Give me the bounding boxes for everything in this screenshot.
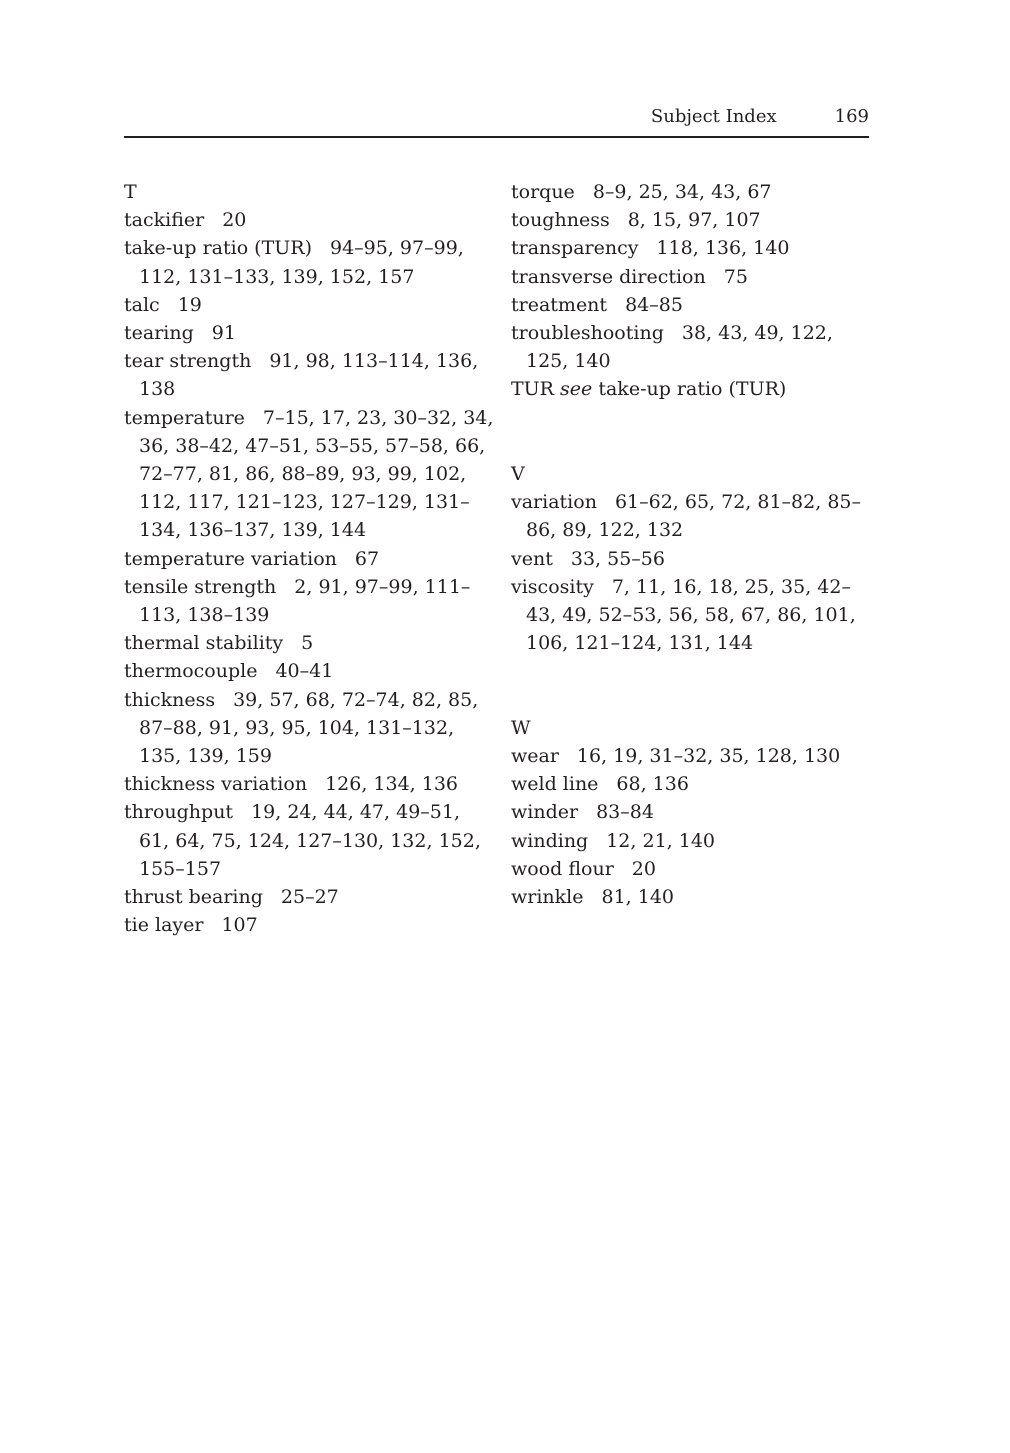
index-column-left (124, 178, 494, 939)
index-pages: 8, 15, 97, 107 (627, 209, 761, 232)
index-entry (511, 545, 881, 573)
index-term: tensile strength (124, 575, 277, 598)
index-term: thermal stability (124, 632, 284, 655)
index-entry (511, 178, 881, 206)
index-entry (124, 404, 494, 545)
index-term: winder (511, 801, 579, 824)
index-pages: 91 (211, 322, 236, 344)
index-term: weld line (511, 773, 599, 796)
index-term: temperature (124, 406, 245, 429)
index-term: throughput (124, 801, 234, 824)
index-entry (511, 206, 881, 234)
index-term: transverse direction (511, 265, 706, 288)
index-term: temperature variation (124, 547, 337, 570)
index-pages: 75 (723, 265, 748, 288)
index-term: wrinkle (511, 886, 584, 909)
index-term: tear strength (124, 350, 252, 373)
index-entry (511, 234, 881, 262)
index-term: thickness variation (124, 773, 308, 796)
index-entry (511, 291, 881, 319)
see-target: take-up ratio (TUR) (598, 378, 787, 401)
index-pages: 39, 57, 68, 72–74, 82, 85, 87–88, 91, 93, 95, 104, 131–132, 135, 139, 159 (139, 688, 479, 768)
index-pages: 7–15, 17, 23, 30–32, 34, 36, 38–42, 47–51, 53–55, 57–58, 66, 72–77, 81, 86, 88–89, 93, 99, 102, 112, 117, 121–123, 127–129, 131–134, 136–137, 139, 144 (139, 406, 494, 542)
index-term: vent (511, 547, 553, 570)
index-pages: 81, 140 (601, 886, 675, 909)
index-entry (511, 855, 881, 883)
index-pages: 20 (631, 857, 656, 880)
index-pages: 16, 19, 31–32, 35, 128, 130 (576, 745, 841, 767)
index-term: winding (511, 829, 589, 852)
index-term: tackifier (124, 209, 205, 232)
index-entry (511, 263, 881, 291)
index-term: tearing (124, 322, 194, 344)
index-pages: 118, 136, 140 (656, 237, 790, 260)
index-term: transparency (511, 237, 639, 260)
index-entry (124, 911, 494, 939)
index-entry (511, 488, 881, 544)
index-pages: 2, 91, 97–99, 111–113, 138–139 (139, 575, 471, 627)
index-pages: 7, 11, 16, 18, 25, 35, 42–43, 49, 52–53, 56, 58, 67, 86, 101, 106, 121–124, 131, 144 (526, 575, 856, 655)
index-letter-heading: T (124, 181, 137, 203)
index-term: tie layer (124, 914, 204, 937)
index-pages: 19 (177, 293, 202, 316)
index-term: TUR (511, 378, 554, 401)
index-term: wear (511, 745, 559, 767)
section-spacer (511, 404, 881, 460)
index-pages: 94–95, 97–99, 112, 131–133, 139, 152, 157 (139, 237, 464, 288)
index-pages: 83–84 (596, 801, 654, 824)
index-pages: 8–9, 25, 34, 43, 67 (592, 181, 772, 203)
index-entry (124, 798, 494, 883)
index-pages: 68, 136 (616, 773, 689, 796)
index-entry (124, 291, 494, 319)
index-term: thickness (124, 688, 216, 711)
index-term: viscosity (511, 575, 594, 598)
index-pages: 91, 98, 113–114, 136, 138 (139, 350, 479, 401)
index-term: take-up ratio (TUR) (124, 237, 312, 260)
index-entry (511, 770, 881, 798)
index-term: thermocouple (124, 660, 258, 683)
index-entry (511, 319, 881, 375)
index-pages: 12, 21, 140 (606, 829, 715, 852)
index-entry (124, 319, 494, 347)
index-pages: 20 (222, 209, 247, 232)
index-term: wood flour (511, 857, 614, 880)
index-term: troubleshooting (511, 322, 664, 345)
index-pages: 40–41 (275, 660, 334, 683)
index-pages: 25–27 (280, 886, 339, 909)
index-letter-heading: W (511, 716, 531, 739)
page-number: 169 (834, 106, 869, 127)
index-pages: 67 (354, 547, 380, 570)
index-term: torque (511, 181, 575, 203)
index-entry (124, 573, 494, 629)
page-header (124, 104, 869, 138)
index-term: talc (124, 293, 160, 316)
index-entry (124, 657, 494, 685)
index-entry (124, 686, 494, 771)
section-spacer (511, 657, 881, 713)
index-entry (511, 827, 881, 855)
index-entry (511, 798, 881, 826)
index-term: variation (511, 491, 597, 514)
index-entry (124, 883, 494, 911)
index-entry (124, 234, 494, 290)
index-pages: 38, 43, 49, 122, 125, 140 (526, 322, 833, 373)
index-term: toughness (511, 209, 610, 232)
index-pages: 84–85 (625, 293, 683, 316)
index-term: thrust bearing (124, 886, 263, 909)
index-entry (124, 347, 494, 403)
index-pages: 19, 24, 44, 47, 49–51, 61, 64, 75, 124, 127–130, 132, 152, 155–157 (139, 801, 481, 880)
index-pages: 5 (301, 632, 314, 655)
index-letter-heading: V (511, 463, 525, 486)
index-entry (511, 742, 881, 770)
index-term: treatment (511, 293, 608, 316)
index-entry (124, 629, 494, 657)
index-cross-reference (511, 375, 881, 403)
index-pages: 107 (221, 914, 258, 937)
index-entry (511, 883, 881, 911)
running-head: Subject Index (650, 106, 777, 127)
index-pages: 126, 134, 136 (325, 773, 459, 796)
index-column-right (511, 178, 881, 911)
index-entry (124, 206, 494, 234)
see-reference: see (560, 378, 593, 401)
index-pages: 33, 55–56 (570, 547, 665, 570)
index-entry (124, 770, 494, 798)
index-pages: 61–62, 65, 72, 81–82, 85–86, 89, 122, 132 (526, 491, 861, 542)
index-entry (511, 573, 881, 658)
index-entry (124, 545, 494, 573)
